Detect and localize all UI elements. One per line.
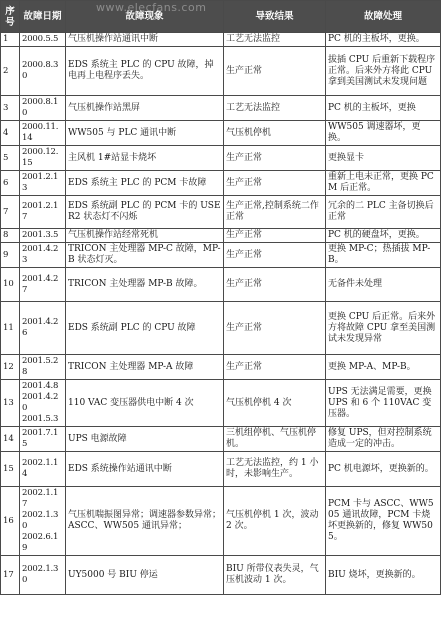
row-number: 3 <box>1 96 20 121</box>
fault-action: 重新上电未正常，更换 PCM 后正常。 <box>326 171 441 196</box>
table-row <box>1 380 441 427</box>
fault-result: 生产正常 <box>224 243 326 268</box>
fault-action: 更换 MP-A、MP-B。 <box>326 355 441 380</box>
row-number: 5 <box>1 146 20 171</box>
fault-action: BIU 烧坏，更换新的。 <box>326 556 441 595</box>
header-phenomenon: 故障现象 <box>66 1 224 33</box>
fault-date: 2001.4.26 <box>20 302 66 355</box>
fault-result: 生产正常 <box>224 146 326 171</box>
table-row <box>1 229 441 243</box>
fault-phenomenon: 气压机操作站黑屏 <box>66 96 224 121</box>
row-number: 15 <box>1 452 20 487</box>
row-number: 2 <box>1 47 20 96</box>
header-no: 序号 <box>1 1 20 33</box>
fault-result: 气压机停机 <box>224 121 326 146</box>
table-row <box>1 487 441 556</box>
fault-date: 2001.4.8 2001.4.20 2001.5.3 <box>20 380 66 427</box>
fault-phenomenon: EDS 系统主 PLC 的 CPU 故障，掉电再上电程序丢失。 <box>66 47 224 96</box>
table-row <box>1 146 441 171</box>
fault-action: PC 机的主板坏，更换 <box>326 96 441 121</box>
table-row <box>1 302 441 355</box>
row-number: 8 <box>1 229 20 243</box>
fault-date: 2002.1.30 <box>20 556 66 595</box>
fault-phenomenon: UY5000 号 BIU 停运 <box>66 556 224 595</box>
row-number: 10 <box>1 268 20 302</box>
fault-phenomenon: 主风机 1#站显卡烧坏 <box>66 146 224 171</box>
fault-result: 生产正常 <box>224 47 326 96</box>
fault-action: 更换 CPU 后正常。后来外方将故障 CPU 拿至美国测试未发现异常 <box>326 302 441 355</box>
fault-date: 2001.4.27 <box>20 268 66 302</box>
fault-result: 气压机停机 4 次 <box>224 380 326 427</box>
table-row <box>1 33 441 47</box>
fault-result: 三机组停机、气压机停机。 <box>224 427 326 452</box>
row-number: 4 <box>1 121 20 146</box>
fault-result: 工艺无法监控 <box>224 33 326 47</box>
fault-result: 工艺无法监控 <box>224 96 326 121</box>
table-row <box>1 452 441 487</box>
row-number: 16 <box>1 487 20 556</box>
fault-phenomenon: 气压机操作站通讯中断 <box>66 33 224 47</box>
fault-result: 工艺无法监控，约 1 小时，未影响生产。 <box>224 452 326 487</box>
table-row <box>1 556 441 595</box>
fault-date: 2001.7.15 <box>20 427 66 452</box>
fault-date: 2001.2.13 <box>20 171 66 196</box>
table-row <box>1 427 441 452</box>
fault-action: PC 机的硬盘坏，更换。 <box>326 229 441 243</box>
fault-phenomenon: EDS 系统副 PLC 的 CPU 故障 <box>66 302 224 355</box>
row-number: 13 <box>1 380 20 427</box>
fault-date: 2002.1.17 2002.1.30 2002.6.19 <box>20 487 66 556</box>
fault-date: 2001.2.17 <box>20 196 66 229</box>
fault-phenomenon: EDS 系统副 PLC 的 PCM 卡的 USER2 状态灯不闪烁 <box>66 196 224 229</box>
row-number: 6 <box>1 171 20 196</box>
table-body <box>1 33 441 595</box>
fault-phenomenon: 气压机喘振图异常；调速器参数异常；ASCC、WW505 通讯异常； <box>66 487 224 556</box>
table-row <box>1 196 441 229</box>
fault-result: 生产正常 <box>224 355 326 380</box>
fault-date: 2001.4.23 <box>20 243 66 268</box>
fault-action: PC 机电源坏，更换新的。 <box>326 452 441 487</box>
fault-date: 2000.8.10 <box>20 96 66 121</box>
fault-result: 气压机停机 1 次，波动 2 次。 <box>224 487 326 556</box>
fault-date: 2000.5.5 <box>20 33 66 47</box>
fault-result: 生产正常 <box>224 171 326 196</box>
row-number: 1 <box>1 33 20 47</box>
fault-phenomenon: EDS 系统操作站通讯中断 <box>66 452 224 487</box>
watermark-text: www.elecfans.com <box>96 1 207 14</box>
fault-action: 拔插 CPU 后重新下载程序正常。后来外方将此 CPU 拿到美国测试未发现问题 <box>326 47 441 96</box>
table-row <box>1 171 441 196</box>
table-row <box>1 243 441 268</box>
fault-action: UPS 无法满足需要，更换 UPS 和 6 个 110VAC 变压器。 <box>326 380 441 427</box>
fault-phenomenon: UPS 电源故障 <box>66 427 224 452</box>
row-number: 7 <box>1 196 20 229</box>
table-row <box>1 96 441 121</box>
fault-date: 2001.5.28 <box>20 355 66 380</box>
header-result: 导致结果 <box>224 1 326 33</box>
row-number: 11 <box>1 302 20 355</box>
fault-result: 生产正常,控制系统二作正常 <box>224 196 326 229</box>
fault-action: 更换显卡 <box>326 146 441 171</box>
row-number: 9 <box>1 243 20 268</box>
fault-date: 2000.11.14 <box>20 121 66 146</box>
fault-phenomenon: TRICON 主处理器 MP-C 故障，MP-B 状态灯灭。 <box>66 243 224 268</box>
fault-action: PC 机的主板坏，更换。 <box>326 33 441 47</box>
fault-action: 冗余的二 PLC 主备切换后正常 <box>326 196 441 229</box>
fault-action: 更换 MP-C；热插拔 MP-B。 <box>326 243 441 268</box>
table-header-row <box>1 1 441 33</box>
row-number: 12 <box>1 355 20 380</box>
fault-date: 2001.3.5 <box>20 229 66 243</box>
fault-result: 生产正常 <box>224 302 326 355</box>
fault-action: 修复 UPS，但对控制系统造成一定的冲击。 <box>326 427 441 452</box>
fault-phenomenon: TRICON 主处理器 MP-A 故障 <box>66 355 224 380</box>
row-number: 17 <box>1 556 20 595</box>
header-date: 故障日期 <box>20 1 66 33</box>
fault-result: 生产正常 <box>224 268 326 302</box>
fault-action: WW505 调速器坏，更换。 <box>326 121 441 146</box>
table-row <box>1 121 441 146</box>
header-action: 故障处理 <box>326 1 441 33</box>
fault-date: 2000.8.30 <box>20 47 66 96</box>
fault-action: PCM 卡与 ASCC、WW505 通讯故障，PCM 卡烧坏更换新的，修复 WW505。 <box>326 487 441 556</box>
row-number: 14 <box>1 427 20 452</box>
fault-phenomenon: 气压机操作站经常死机 <box>66 229 224 243</box>
fault-result: 生产正常 <box>224 229 326 243</box>
fault-date: 2000.12.15 <box>20 146 66 171</box>
table-row <box>1 47 441 96</box>
fault-phenomenon: EDS 系统主 PLC 的 PCM 卡故障 <box>66 171 224 196</box>
fault-action: 无备件未处理 <box>326 268 441 302</box>
fault-date: 2002.1.14 <box>20 452 66 487</box>
table-row <box>1 355 441 380</box>
table-row <box>1 268 441 302</box>
fault-result: BIU 所带仪表失灵，气压机波动 1 次。 <box>224 556 326 595</box>
fault-phenomenon: TRICON 主处理器 MP-B 故障。 <box>66 268 224 302</box>
fault-phenomenon: 110 VAC 变压器供电中断 4 次 <box>66 380 224 427</box>
fault-phenomenon: WW505 与 PLC 通讯中断 <box>66 121 224 146</box>
